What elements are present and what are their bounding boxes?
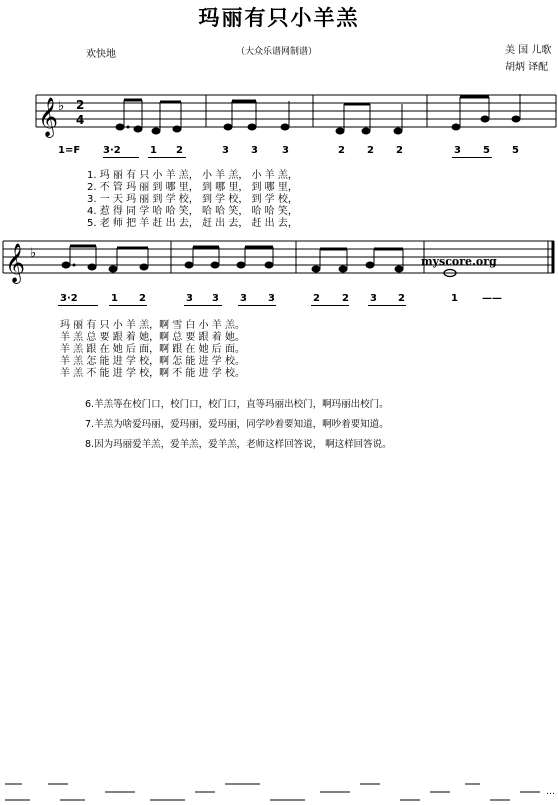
jianpu-note: 3 (268, 293, 275, 304)
jianpu-note: 3 (454, 145, 461, 156)
lyric-line: 5. 老 师 把 羊 赶 出 去， 赶 出 去， 赶 出 去， (87, 218, 298, 229)
lyric-line: 玛 丽 有 只 小 羊 羔，啊 雪 白 小 羊 羔。 (60, 320, 245, 331)
lyric-line: 1. 玛 丽 有 只 小 羊 羔， 小 羊 羔， 小 羊 羔， (87, 170, 298, 181)
lyric-line: 羊 羔 总 要 跟 着 她，啊 总 要 跟 着 她。 (60, 332, 245, 343)
jianpu-note: 1 (150, 145, 157, 156)
origin-credit: 美 国 儿歌 (505, 45, 552, 56)
beam-underline (184, 305, 222, 306)
jianpu-note: 3 (240, 293, 247, 304)
lyric-line: 3. 一 天 玛 丽 到 学 校， 到 学 校， 到 学 校， (87, 194, 298, 205)
jianpu-note: 3 (222, 145, 229, 156)
watermark: myscore.org (421, 255, 497, 268)
jianpu-note: 2 (139, 293, 146, 304)
jianpu-note: 2 (396, 145, 403, 156)
footer-marks (5, 784, 540, 800)
tempo-marking: 欢快地 (86, 49, 116, 60)
beam-underline (58, 305, 98, 306)
jianpu-note: 3 (370, 293, 377, 304)
lyric-line: 羊 羔 不 能 进 学 校，啊 不 能 进 学 校。 (60, 368, 245, 379)
arranger-credit: 胡炳 译配 (505, 62, 549, 73)
beam-underline (238, 305, 276, 306)
jianpu-note: 1 (111, 293, 118, 304)
jianpu-note: 2 (176, 145, 183, 156)
jianpu-note: 2 (367, 145, 374, 156)
jianpu-note: 3 (282, 145, 289, 156)
staff-1-notes (116, 94, 520, 134)
beam-underline (452, 157, 492, 158)
beam-underline (103, 157, 139, 158)
lyric-line: 羊 羔 跟 在 她 后 面，啊 跟 在 她 后 面。 (60, 344, 245, 355)
jianpu-note: 3 (212, 293, 219, 304)
jianpu-note: 1 (451, 293, 458, 304)
jianpu-note: 2 (338, 145, 345, 156)
beam-underline (311, 305, 349, 306)
jianpu-note: 2 (313, 293, 320, 304)
treble-clef-icon: 𝄞 (38, 97, 59, 137)
score-source-note: （大众乐谱网制谱） (236, 47, 318, 57)
flat-key-icon: ♭ (58, 99, 65, 114)
staff-2-notes (62, 246, 456, 277)
treble-clef-icon: 𝄞 (5, 243, 26, 283)
time-sig-top: 2 (76, 98, 85, 112)
song-title: 玛丽有只小羊羔 (198, 6, 360, 30)
jianpu-note: 3·2 (103, 145, 121, 156)
lyric-line: 4. 惹 得 同 学 哈 哈 笑， 哈 哈 笑， 哈 哈 笑， (87, 206, 298, 217)
jianpu-note: 2 (342, 293, 349, 304)
beam-underline (109, 305, 147, 306)
footer-ellipsis: … (546, 787, 555, 797)
jianpu-note: 2 (398, 293, 405, 304)
lyric-line: 2. 不 管 玛 丽 到 哪 里， 到 哪 里， 到 哪 里， (87, 182, 298, 193)
jianpu-note: 3·2 (60, 293, 78, 304)
lyric-line: 羊 羔 怎 能 进 学 校，啊 怎 能 进 学 校。 (60, 356, 245, 367)
jianpu-note: 5 (512, 145, 519, 156)
jianpu-note: 3 (251, 145, 258, 156)
staff-1 (36, 95, 556, 127)
key-signature: 1=F (58, 145, 81, 156)
jianpu-note: 3 (186, 293, 193, 304)
flat-key-icon: ♭ (30, 246, 37, 261)
jianpu-note: 5 (483, 145, 490, 156)
beam-underline (148, 157, 186, 158)
extra-verse: 7.羊羔为啥爱玛丽，爱玛丽，爱玛丽，同学吵着要知道，啊吵着要知道。 (85, 419, 389, 430)
extra-verse: 6.羊羔等在校门口，校门口，校门口，直等玛丽出校门，啊玛丽出校门。 (85, 399, 389, 410)
beam-underline (368, 305, 406, 306)
jianpu-dash: —— (482, 293, 502, 304)
time-sig-bottom: 4 (76, 113, 85, 127)
extra-verse: 8.因为玛丽爱羊羔，爱羊羔，爱羊羔，老师这样回答说， 啊这样回答说。 (85, 439, 392, 450)
